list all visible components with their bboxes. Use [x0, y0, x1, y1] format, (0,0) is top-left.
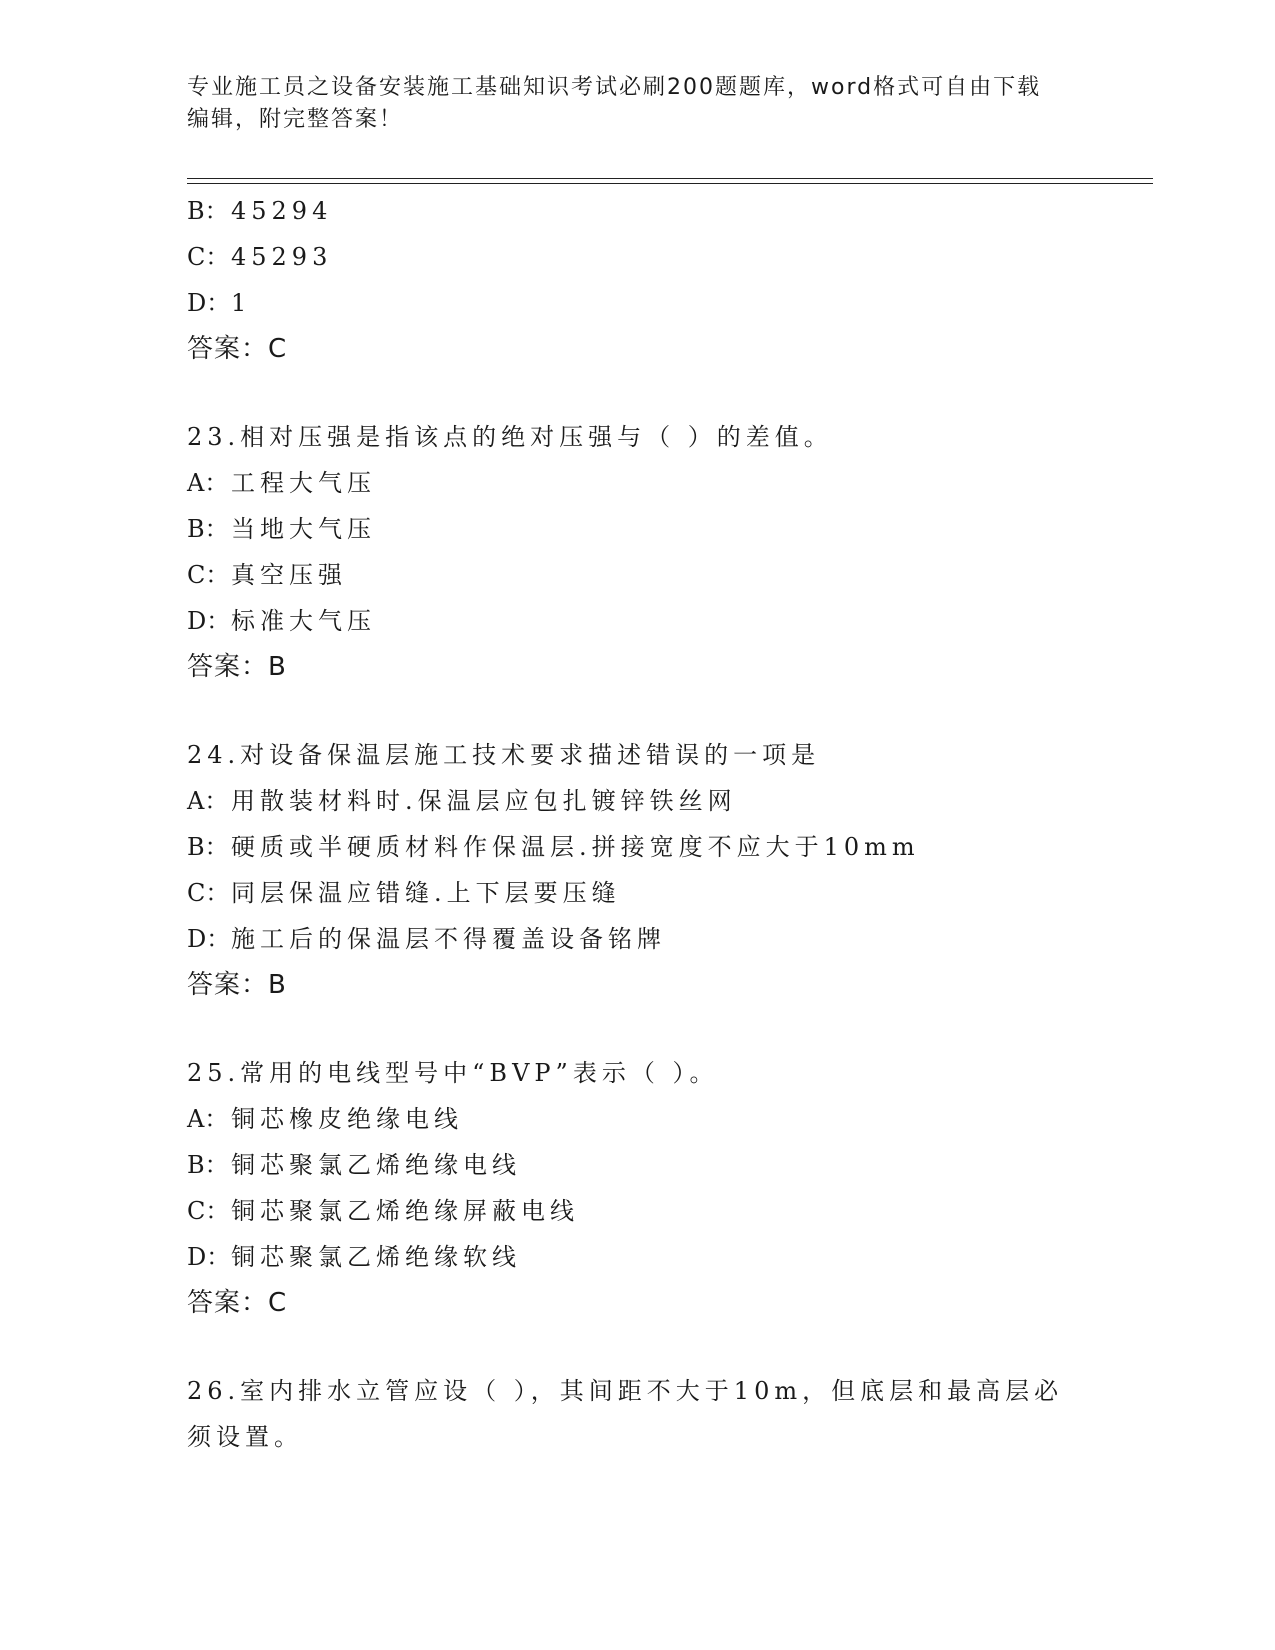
option-text: 当地大气压: [231, 515, 376, 543]
answer-line: [187, 1280, 1087, 1326]
option-text: 1: [231, 289, 252, 317]
option-text: 工程大气压: [231, 469, 376, 497]
question-list: [187, 188, 1087, 1460]
option-text: 同层保温应错缝.上下层要压缝: [231, 879, 621, 907]
question-22-continuation: [187, 188, 1087, 372]
option-text: 铜芯橡皮绝缘电线: [231, 1105, 463, 1133]
answer-label: 答案：: [187, 652, 269, 682]
option-label: D：: [187, 607, 231, 635]
question-25: [187, 1050, 1087, 1326]
question-23: [187, 414, 1087, 690]
option-c: [187, 1188, 1087, 1234]
option-label: C：: [187, 879, 230, 907]
option-label: A：: [187, 787, 229, 815]
answer-line: [187, 962, 1087, 1008]
option-text: 45293: [231, 243, 333, 271]
option-c: [187, 234, 1087, 280]
option-label: B：: [187, 1151, 229, 1179]
option-label: B：: [187, 197, 229, 225]
option-text: 45294: [231, 197, 333, 225]
option-label: C：: [187, 561, 230, 589]
option-label: C：: [187, 243, 230, 271]
option-text: 铜芯聚氯乙烯绝缘电线: [231, 1151, 521, 1179]
option-a: [187, 460, 1087, 506]
answer-value: C: [268, 334, 288, 364]
option-text: 真空压强: [231, 561, 347, 589]
document-header: [187, 72, 1067, 136]
answer-label: 答案：: [187, 334, 269, 364]
option-text: 标准大气压: [231, 607, 376, 635]
option-label: B：: [187, 833, 229, 861]
option-label: C：: [187, 1197, 230, 1225]
option-a: [187, 778, 1087, 824]
option-d: [187, 280, 1087, 326]
question-24: [187, 732, 1087, 1008]
option-b: [187, 824, 1087, 870]
option-label: D：: [187, 1243, 231, 1271]
option-text: 铜芯聚氯乙烯绝缘屏蔽电线: [231, 1197, 579, 1225]
answer-value: C: [268, 1288, 288, 1318]
option-label: A：: [187, 1105, 229, 1133]
option-d: [187, 916, 1087, 962]
question-stem: 26.室内排水立管应设（ ），其间距不大于10m，但底层和最高层必须设置。: [187, 1377, 1064, 1451]
answer-label: 答案：: [187, 970, 269, 1000]
option-c: [187, 870, 1087, 916]
option-label: A：: [187, 469, 229, 497]
question-stem: 24.对设备保温层施工技术要求描述错误的一项是: [187, 741, 821, 769]
question-stem: 25.常用的电线型号中“BVP”表示（ ）。: [187, 1059, 719, 1087]
option-text: 硬质或半硬质材料作保温层.拼接宽度不应大于10mm: [231, 833, 920, 861]
option-label: D：: [187, 289, 231, 317]
header-line-1: 专业施工员之设备安装施工基础知识考试必刷200题题库，word格式可自由下载: [187, 75, 1042, 100]
answer-label: 答案：: [187, 1288, 269, 1318]
question-stem: 23.相对压强是指该点的绝对压强与（ ）的差值。: [187, 423, 833, 451]
option-d: [187, 598, 1087, 644]
answer-line: [187, 644, 1087, 690]
answer-value: B: [268, 970, 287, 1000]
option-c: [187, 552, 1087, 598]
option-b: [187, 1142, 1087, 1188]
option-d: [187, 1234, 1087, 1280]
option-label: B：: [187, 515, 229, 543]
option-text: 铜芯聚氯乙烯绝缘软线: [231, 1243, 521, 1271]
option-label: D：: [187, 925, 231, 953]
question-26: [187, 1368, 1087, 1460]
option-text: 施工后的保温层不得覆盖设备铭牌: [231, 925, 666, 953]
answer-line: [187, 326, 1087, 372]
option-b: [187, 188, 1087, 234]
answer-value: B: [268, 652, 287, 682]
header-line-2: 编辑，附完整答案！: [187, 107, 404, 132]
header-divider-top: [187, 178, 1153, 179]
option-text: 用散装材料时.保温层应包扎镀锌铁丝网: [231, 787, 737, 815]
option-a: [187, 1096, 1087, 1142]
option-b: [187, 506, 1087, 552]
header-divider-bottom: [187, 183, 1153, 184]
